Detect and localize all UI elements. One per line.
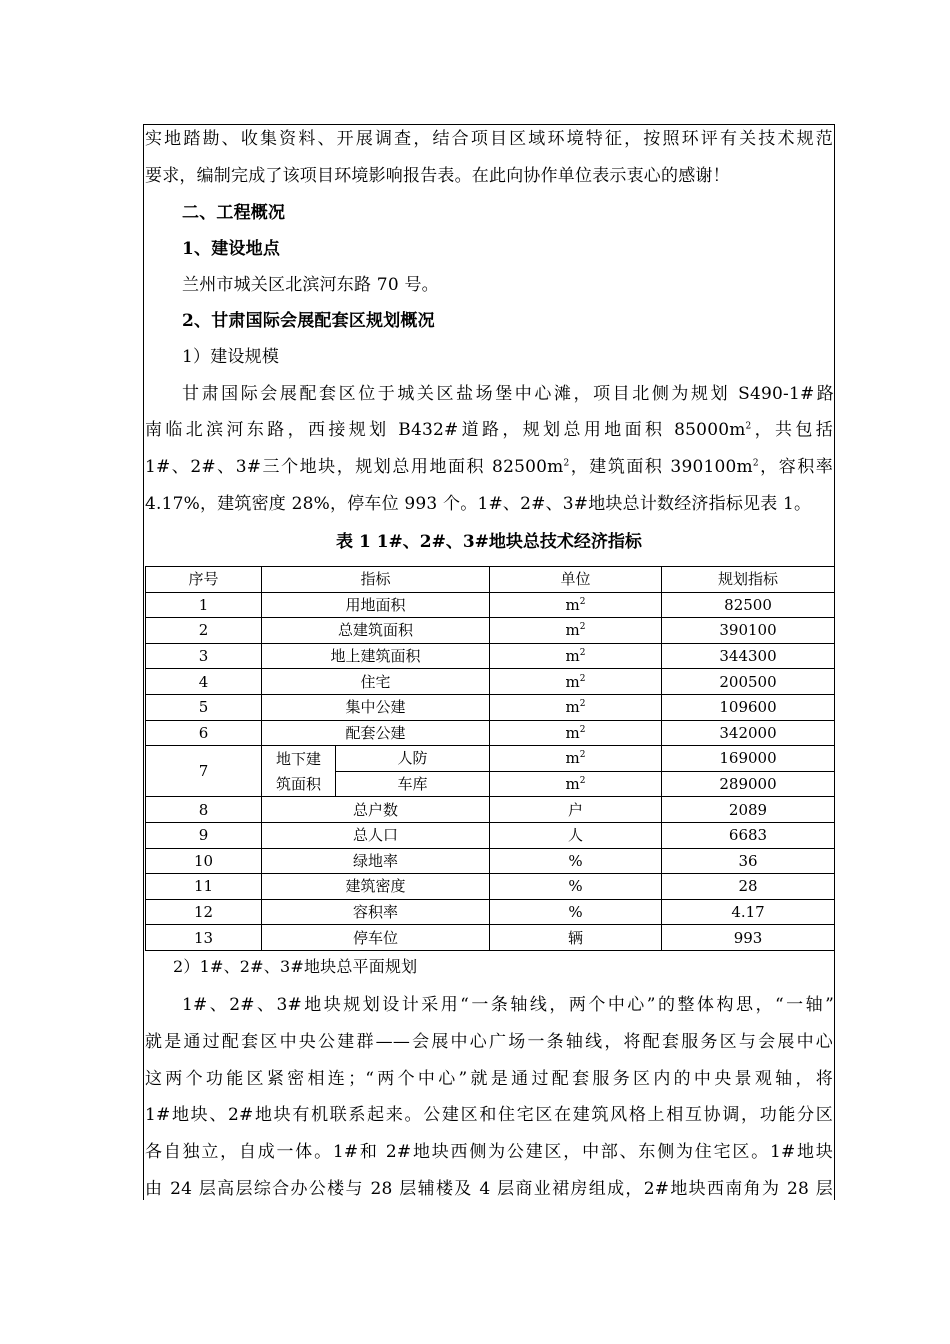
value-cell: 4.17 bbox=[662, 899, 835, 925]
superscript: 2 bbox=[579, 699, 586, 710]
text-segment: 南临北滨河东路，西接规划 B432#道路，规划总用地面积 85000m bbox=[145, 420, 746, 440]
value-cell: 342000 bbox=[662, 720, 835, 746]
superscript: 2 bbox=[745, 421, 752, 432]
superscript: 2 bbox=[579, 622, 586, 633]
unit-text: m bbox=[565, 698, 580, 717]
unit-text: 户 bbox=[568, 800, 584, 819]
superscript: 2 bbox=[563, 458, 570, 469]
indicator-name-cell: 建筑密度 bbox=[262, 874, 490, 900]
table-row bbox=[146, 669, 835, 695]
indicator-name-cell: 用地面积 bbox=[262, 592, 490, 618]
unit-text: 人 bbox=[568, 826, 584, 845]
paragraph-line: 这两个功能区紧密相连；“两个中心”就是通过配套服务区内的中央景观轴，将 bbox=[145, 1069, 833, 1089]
unit-text: m bbox=[565, 672, 580, 691]
indicator-table bbox=[145, 566, 835, 951]
indicator-name-cell: 总户数 bbox=[262, 797, 490, 823]
unit-text: % bbox=[568, 903, 583, 922]
table-row bbox=[146, 720, 835, 746]
paragraph-line: 实地踏勘、收集资料、开展调查，结合项目区域环境特征，按照环评有关技术规范 bbox=[145, 129, 833, 149]
section-heading: 二、工程概况 bbox=[182, 203, 286, 223]
group-label-line: 筑面积 bbox=[275, 775, 321, 794]
table-row bbox=[146, 925, 835, 951]
header-cell: 指标 bbox=[262, 567, 490, 593]
table-header-row bbox=[146, 567, 835, 593]
table-row bbox=[146, 746, 835, 772]
paragraph-line: 要求，编制完成了该项目环境影响报告表。在此向协作单位表示衷心的感谢！ bbox=[145, 166, 730, 186]
indicator-name-cell: 人防 bbox=[336, 746, 490, 772]
value-cell: 344300 bbox=[662, 643, 835, 669]
unit-cell bbox=[490, 899, 662, 925]
subsection-heading: 2、甘肃国际会展配套区规划概况 bbox=[182, 311, 435, 331]
row-number-cell: 11 bbox=[146, 874, 262, 900]
row-number-cell: 1 bbox=[146, 592, 262, 618]
table-row bbox=[146, 592, 835, 618]
indicator-name-cell: 绿地率 bbox=[262, 848, 490, 874]
indicator-name-cell: 地上建筑面积 bbox=[262, 643, 490, 669]
table-row bbox=[146, 643, 835, 669]
row-number-cell: 8 bbox=[146, 797, 262, 823]
group-label-cell bbox=[262, 746, 336, 797]
row-number-cell: 6 bbox=[146, 720, 262, 746]
group-label-line: 地下建 bbox=[275, 750, 321, 769]
unit-cell bbox=[490, 643, 662, 669]
paragraph-line bbox=[145, 419, 833, 441]
text-segment: ，容积率 bbox=[758, 457, 833, 477]
table-row bbox=[146, 874, 835, 900]
indicator-name-cell: 集中公建 bbox=[262, 694, 490, 720]
paragraph-line: 就是通过配套区中央公建群——会展中心广场一条轴线，将配套服务区与会展中心 bbox=[145, 1032, 833, 1052]
table-caption: 表 1 1#、2#、3#地块总技术经济指标 bbox=[336, 532, 642, 552]
table-row bbox=[146, 899, 835, 925]
row-number-cell: 4 bbox=[146, 669, 262, 695]
header-cell: 规划指标 bbox=[662, 567, 835, 593]
superscript: 2 bbox=[579, 750, 586, 761]
unit-cell bbox=[490, 746, 662, 772]
unit-text: 辆 bbox=[568, 928, 584, 947]
indicator-name-cell: 车库 bbox=[336, 771, 490, 797]
row-number-cell: 9 bbox=[146, 822, 262, 848]
unit-cell bbox=[490, 669, 662, 695]
row-number-cell: 3 bbox=[146, 643, 262, 669]
superscript: 2 bbox=[579, 596, 586, 607]
value-cell: 169000 bbox=[662, 746, 835, 772]
superscript: 2 bbox=[579, 673, 586, 684]
superscript: 2 bbox=[579, 724, 586, 735]
unit-text: m bbox=[565, 595, 580, 614]
subheading: 2）1#、2#、3#地块总平面规划 bbox=[173, 957, 418, 976]
indicator-name-cell: 容积率 bbox=[262, 899, 490, 925]
value-cell: 28 bbox=[662, 874, 835, 900]
indicator-name-cell: 配套公建 bbox=[262, 720, 490, 746]
row-number-cell: 2 bbox=[146, 618, 262, 644]
subheading: 1）建设规模 bbox=[182, 347, 280, 367]
unit-cell bbox=[490, 592, 662, 618]
table-row bbox=[146, 618, 835, 644]
value-cell: 2089 bbox=[662, 797, 835, 823]
unit-text: % bbox=[568, 851, 583, 870]
indicator-name-cell: 总建筑面积 bbox=[262, 618, 490, 644]
header-cell: 单位 bbox=[490, 567, 662, 593]
paragraph-line: 各自独立，自成一体。1#和 2#地块西侧为公建区，中部、东侧为住宅区。1#地块 bbox=[145, 1142, 833, 1162]
value-cell: 82500 bbox=[662, 592, 835, 618]
value-cell: 993 bbox=[662, 925, 835, 951]
indicator-name-cell: 停车位 bbox=[262, 925, 490, 951]
row-number-cell: 13 bbox=[146, 925, 262, 951]
unit-cell bbox=[490, 771, 662, 797]
row-number-cell: 12 bbox=[146, 899, 262, 925]
unit-cell bbox=[490, 797, 662, 823]
paragraph-line: 由 24 层高层综合办公楼与 28 层辅楼及 4 层商业裙房组成，2#地块西南角为 28 层 bbox=[145, 1179, 833, 1199]
table-row bbox=[146, 797, 835, 823]
paragraph-line: 甘肃国际会展配套区位于城关区盐场堡中心滩，项目北侧为规划 S490-1#路 bbox=[182, 384, 834, 404]
superscript: 2 bbox=[579, 648, 586, 659]
paragraph-line bbox=[145, 456, 833, 478]
superscript: 2 bbox=[579, 776, 586, 787]
paragraph-line: 1#、2#、3#地块规划设计采用“一条轴线，两个中心”的整体构思，“一轴” bbox=[182, 995, 834, 1015]
text-segment: 1#、2#、3#三个地块，规划总用地面积 82500m bbox=[145, 457, 564, 477]
site-address: 兰州市城关区北滨河东路 70 号。 bbox=[182, 275, 439, 295]
paragraph-line: 1#地块、2#地块有机联系起来。公建区和住宅区在建筑风格上相互协调，功能分区 bbox=[145, 1105, 833, 1125]
text-segment: ，共包括 bbox=[751, 420, 833, 440]
unit-cell bbox=[490, 925, 662, 951]
value-cell: 390100 bbox=[662, 618, 835, 644]
unit-cell bbox=[490, 848, 662, 874]
value-cell: 109600 bbox=[662, 694, 835, 720]
text-segment: ，建筑面积 390100m bbox=[569, 457, 753, 477]
row-number-cell: 10 bbox=[146, 848, 262, 874]
unit-cell bbox=[490, 618, 662, 644]
unit-text: m bbox=[565, 621, 580, 640]
indicator-name-cell: 住宅 bbox=[262, 669, 490, 695]
value-cell: 200500 bbox=[662, 669, 835, 695]
row-number-cell: 5 bbox=[146, 694, 262, 720]
unit-text: m bbox=[565, 723, 580, 742]
unit-cell bbox=[490, 822, 662, 848]
table-row bbox=[146, 848, 835, 874]
unit-text: m bbox=[565, 647, 580, 666]
unit-cell bbox=[490, 694, 662, 720]
superscript: 2 bbox=[752, 458, 759, 469]
unit-text: m bbox=[565, 775, 580, 794]
table-row bbox=[146, 822, 835, 848]
header-cell: 序号 bbox=[146, 567, 262, 593]
value-cell: 36 bbox=[662, 848, 835, 874]
table-row bbox=[146, 694, 835, 720]
indicator-name-cell: 总人口 bbox=[262, 822, 490, 848]
value-cell: 6683 bbox=[662, 822, 835, 848]
unit-cell bbox=[490, 720, 662, 746]
unit-text: % bbox=[568, 877, 583, 896]
value-cell: 289000 bbox=[662, 771, 835, 797]
subsection-heading: 1、建设地点 bbox=[182, 239, 281, 259]
paragraph-line: 4.17%，建筑密度 28%，停车位 993 个。1#、2#、3#地块总计数经济指标见表 1。 bbox=[145, 494, 812, 514]
unit-text: m bbox=[565, 749, 580, 768]
row-number-cell: 7 bbox=[146, 746, 262, 797]
unit-cell bbox=[490, 874, 662, 900]
